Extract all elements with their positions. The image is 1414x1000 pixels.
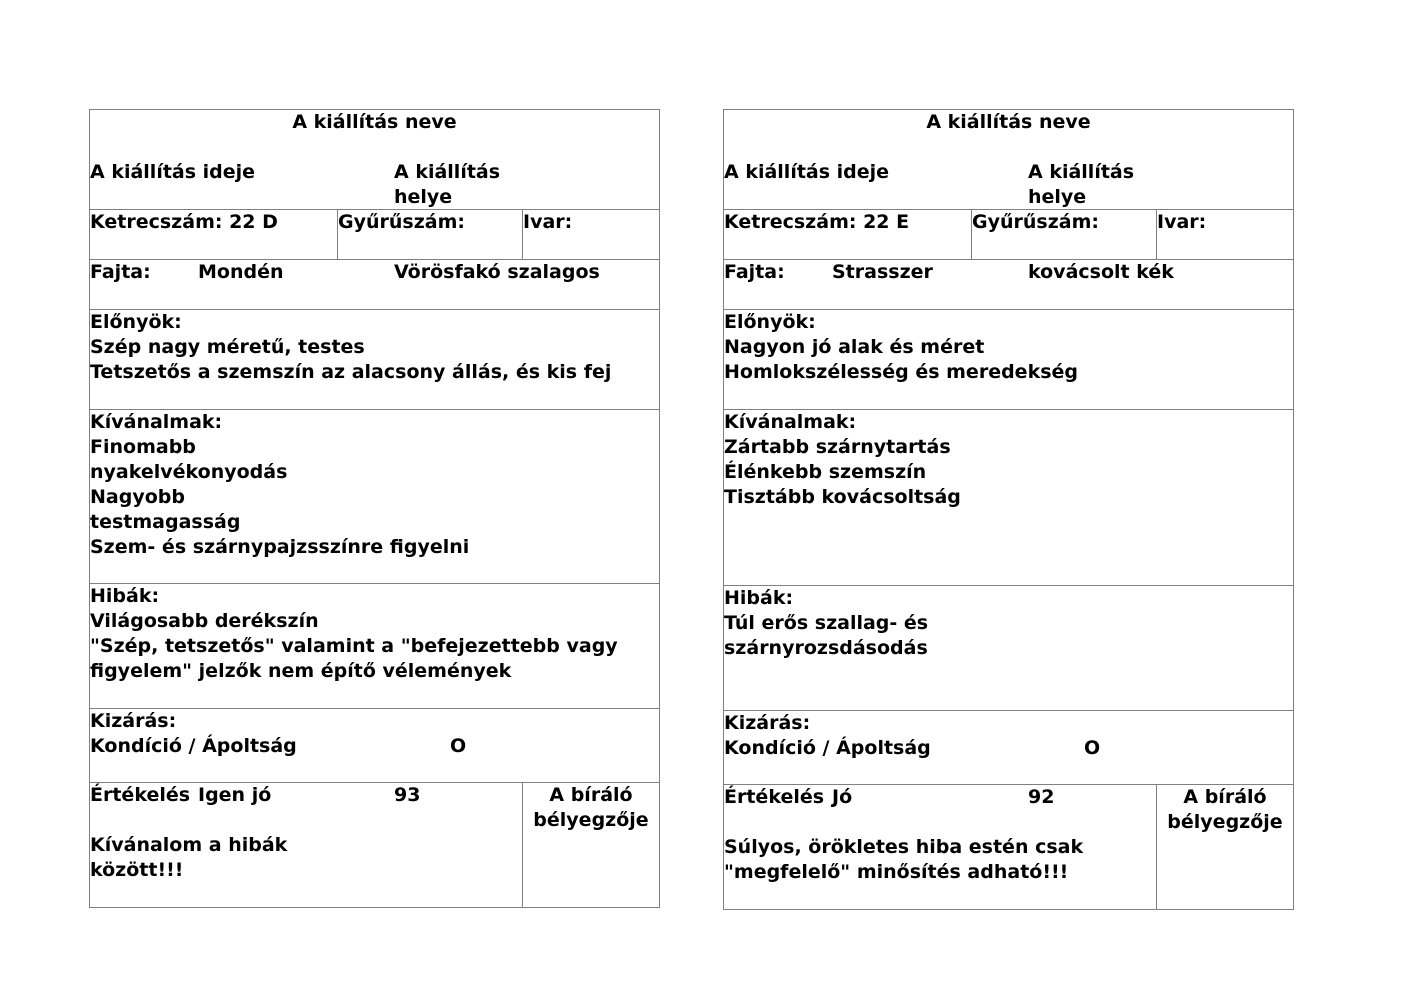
evaluation-note: [724, 835, 1083, 885]
ring-number: Gyűrűszám:: [338, 210, 523, 259]
exclusion-value: Kondíció / Ápoltság: [90, 735, 297, 757]
faults-section: [90, 584, 659, 709]
breed-label: Fajta:: [90, 261, 151, 283]
requirement-line: Tisztább kovácsoltság: [724, 486, 961, 508]
show-place-label: A kiállítás helye: [394, 161, 501, 208]
requirement-line: Szem- és szárnypajzsszínre figyelni: [90, 536, 470, 558]
fault-line: figyelem" jelzők nem építő vélemények: [90, 660, 512, 682]
sex-field: Ivar:: [523, 211, 573, 233]
evaluation-row: [724, 785, 1293, 909]
show-time-label: A kiállítás ideje: [90, 161, 256, 183]
evaluation-score: 93: [394, 784, 421, 806]
show-place-label: A kiállítás helye: [1028, 161, 1135, 208]
judge-stamp: A bíráló bélyegzője: [533, 784, 649, 831]
fault-line: Túl erős szallag- és: [724, 612, 929, 634]
advantages-section: [724, 310, 1293, 410]
advantages-label: Előnyök:: [724, 311, 816, 333]
exclusion-mark: O: [450, 735, 467, 757]
evaluation-note-line: Súlyos, örökletes hiba estén csak: [724, 836, 1084, 858]
faults-label: Hibák:: [90, 585, 160, 607]
advantage-line: Tetszetős a szemszín az alacsony állás, és kis fej: [90, 361, 612, 383]
show-header: [90, 110, 659, 210]
exclusion-section: [90, 709, 659, 783]
requirements-section: [724, 410, 1293, 586]
faults-section: [724, 586, 1293, 711]
requirement-line: Nagyobb: [90, 486, 185, 508]
fault-line: "Szép, tetszetős" valamint a "befejezettebb vagy: [90, 635, 618, 657]
advantage-line: Homlokszélesség és meredekség: [724, 361, 1078, 383]
evaluation-label: Értékelés: [90, 784, 191, 806]
evaluation-note-line: között!!!: [90, 859, 184, 881]
fault-line: Világosabb derékszín: [90, 610, 319, 632]
judge-stamp: A bíráló bélyegzője: [1167, 786, 1283, 833]
show-time-label: A kiállítás ideje: [724, 161, 890, 183]
judging-card-22e: [723, 109, 1294, 910]
exclusion-label: Kizárás:: [90, 710, 177, 732]
breed-row: [90, 260, 659, 310]
evaluation-score: 92: [1028, 786, 1055, 808]
cage-row: [724, 210, 1293, 260]
breed-name: Strasszer: [832, 261, 933, 283]
advantage-line: Szép nagy méretű, testes: [90, 336, 365, 358]
sex-field: Ivar:: [1157, 211, 1207, 233]
evaluation-cell: [724, 785, 1157, 909]
requirements-section: [90, 410, 659, 584]
requirement-line: Finomabb: [90, 436, 196, 458]
advantages-label: Előnyök:: [90, 311, 182, 333]
evaluation-note-line: "megfelelő" minősítés adható!!!: [724, 861, 1069, 883]
breed-color: Vörösfakó szalagos: [394, 261, 600, 283]
exclusion-value: Kondíció / Ápoltság: [724, 737, 931, 759]
exclusion-mark: O: [1084, 737, 1101, 759]
evaluation-grade: Jó: [832, 786, 853, 808]
evaluation-cell: [90, 783, 523, 907]
evaluation-row: [90, 783, 659, 907]
requirement-line: Élénkebb szemszín: [724, 461, 927, 483]
exclusion-label: Kizárás:: [724, 712, 811, 734]
fault-line: szárnyrozsdásodás: [724, 637, 928, 659]
evaluation-note-line: Kívánalom a hibák: [90, 834, 288, 856]
requirements-label: Kívánalmak:: [90, 411, 223, 433]
requirements-label: Kívánalmak:: [724, 411, 857, 433]
exclusion-section: [724, 711, 1293, 785]
breed-name: Mondén: [198, 261, 284, 283]
requirement-line: nyakelvékonyodás: [90, 461, 288, 483]
requirement-line: Zártabb szárnytartás: [724, 436, 951, 458]
breed-row: [724, 260, 1293, 310]
ring-number: Gyűrűszám:: [972, 210, 1157, 259]
evaluation-label: Értékelés: [724, 786, 825, 808]
show-name-label: A kiállítás neve: [926, 111, 1091, 133]
breed-label: Fajta:: [724, 261, 785, 283]
cage-number: Ketrecszám: 22 E: [724, 210, 972, 259]
advantages-section: [90, 310, 659, 410]
evaluation-note: [90, 833, 287, 883]
show-name-label: A kiállítás neve: [292, 111, 457, 133]
faults-label: Hibák:: [724, 587, 794, 609]
cage-number: Ketrecszám: 22 D: [90, 210, 338, 259]
judging-card-22d: [89, 109, 660, 908]
cage-row: [90, 210, 659, 260]
requirement-line: testmagasság: [90, 511, 241, 533]
evaluation-grade: Igen jó: [198, 784, 272, 806]
breed-color: kovácsolt kék: [1028, 261, 1174, 283]
advantage-line: Nagyon jó alak és méret: [724, 336, 985, 358]
show-header: [724, 110, 1293, 210]
